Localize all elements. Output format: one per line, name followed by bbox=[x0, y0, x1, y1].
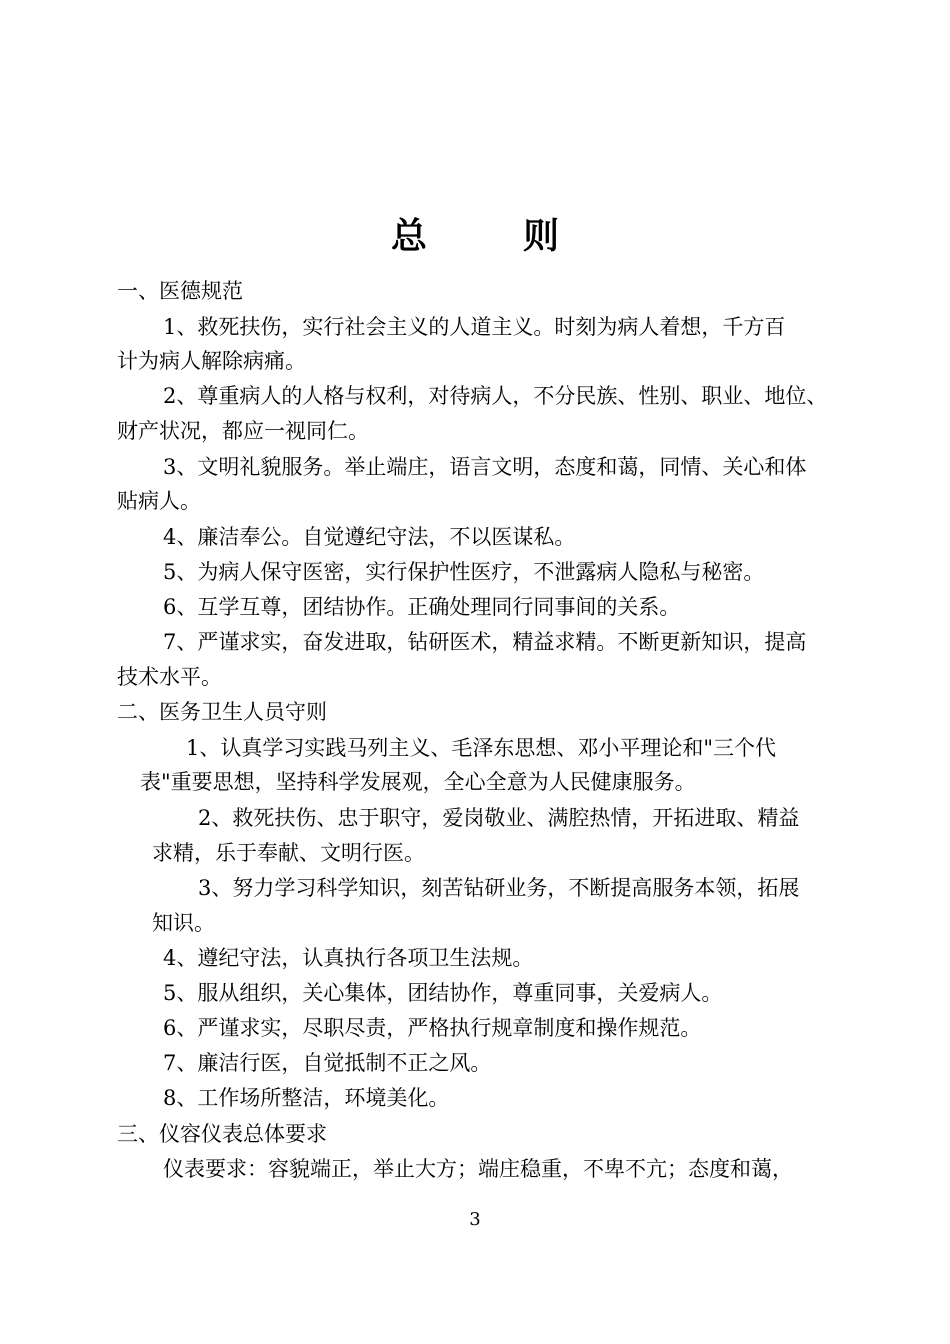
paragraph-line: 技术水平。 bbox=[117, 665, 222, 689]
paragraph-line: 2、尊重病人的人格与权利，对待病人，不分民族、性别、职业、地位、 bbox=[163, 384, 828, 408]
paragraph-line: 财产状况，都应一视同仁。 bbox=[117, 419, 369, 443]
paragraph-line: 贴病人。 bbox=[117, 489, 201, 513]
paragraph-line: 5、服从组织，关心集体，团结协作，尊重同事，关爱病人。 bbox=[163, 981, 723, 1005]
paragraph-line: 7、严谨求实，奋发进取，钻研医术，精益求精。不断更新知识，提高 bbox=[163, 630, 807, 654]
section-heading: 二、医务卫生人员守则 bbox=[117, 700, 327, 724]
paragraph-line: 2、救死扶伤、忠于职守，爱岗敬业、满腔热情，开拓进取、精益 bbox=[198, 806, 800, 830]
paragraph-line: 5、为病人保守医密，实行保护性医疗，不泄露病人隐私与秘密。 bbox=[163, 560, 765, 584]
paragraph-line: 1、救死扶伤，实行社会主义的人道主义。时刻为病人着想，千方百 bbox=[163, 315, 786, 339]
paragraph-line: 知识。 bbox=[152, 911, 215, 935]
paragraph-line: 求精，乐于奉献、文明行医。 bbox=[152, 841, 425, 865]
paragraph-line: 4、遵纪守法，认真执行各项卫生法规。 bbox=[163, 946, 534, 970]
paragraph-line: 1、认真学习实践马列主义、毛泽东思想、邓小平理论和"三个代 bbox=[186, 736, 777, 760]
page-title: 总 则 bbox=[390, 215, 589, 257]
paragraph-line: 8、工作场所整洁，环境美化。 bbox=[163, 1086, 450, 1110]
paragraph-line: 3、努力学习科学知识，刻苦钻研业务，不断提高服务本领，拓展 bbox=[198, 876, 800, 900]
paragraph-line: 6、严谨求实，尽职尽责，严格执行规章制度和操作规范。 bbox=[163, 1016, 702, 1040]
paragraph-line: 仪表要求：容貌端正，举止大方；端庄稳重，不卑不亢；态度和蔼， bbox=[163, 1157, 793, 1181]
section-heading: 一、医德规范 bbox=[117, 279, 243, 303]
section-heading: 三、仪容仪表总体要求 bbox=[117, 1122, 327, 1146]
paragraph-line: 表"重要思想，坚持科学发展观，全心全意为人民健康服务。 bbox=[140, 770, 696, 794]
paragraph-line: 7、廉洁行医，自觉抵制不正之风。 bbox=[163, 1051, 492, 1075]
paragraph-line: 计为病人解除病痛。 bbox=[117, 349, 306, 373]
page-number: 3 bbox=[469, 1209, 481, 1230]
paragraph-line: 4、廉洁奉公。自觉遵纪守法，不以医谋私。 bbox=[163, 525, 576, 549]
paragraph-line: 6、互学互尊，团结协作。正确处理同行同事间的关系。 bbox=[163, 595, 681, 619]
paragraph-line: 3、文明礼貌服务。举止端庄，语言文明，态度和蔼，同情、关心和体 bbox=[163, 455, 807, 479]
